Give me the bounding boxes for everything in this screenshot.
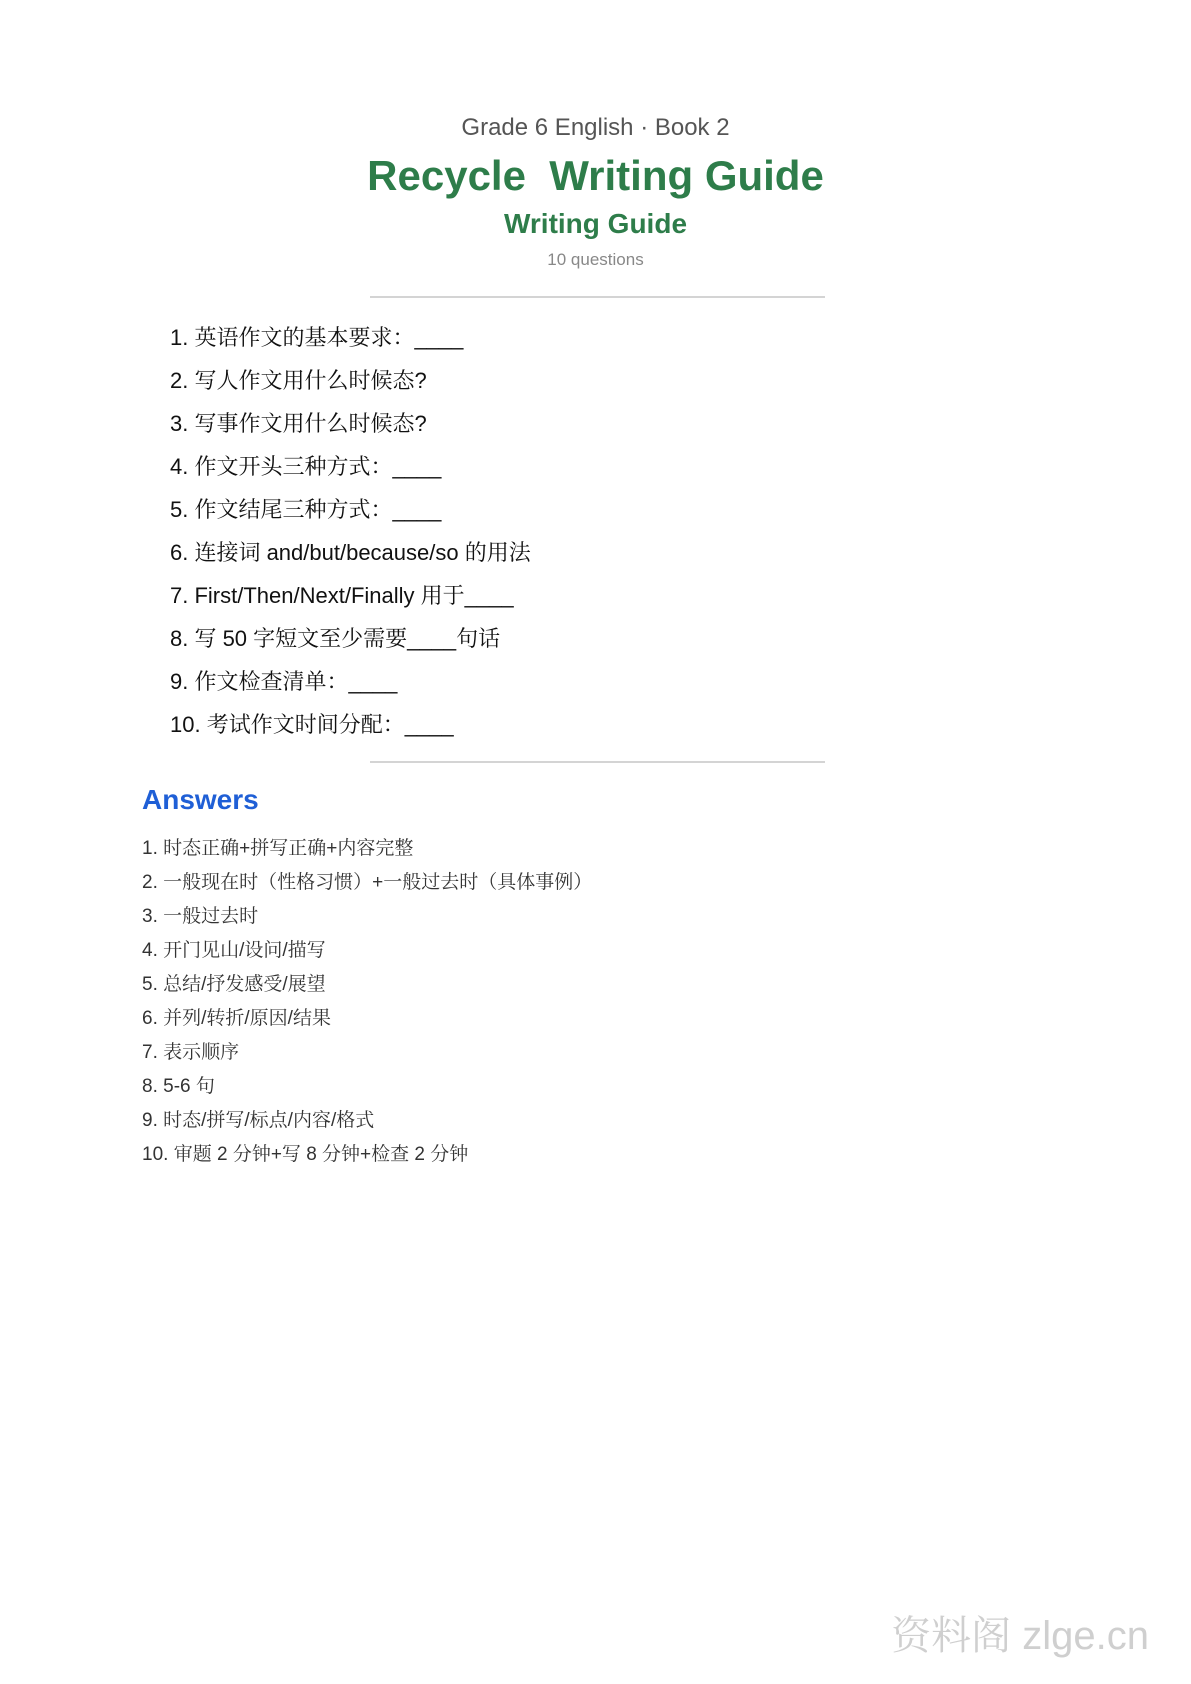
question-item: 6. 连接词 and/but/because/so 的用法 bbox=[170, 540, 531, 565]
answer-item: 4. 开门见山/设问/描写 bbox=[142, 940, 326, 961]
question-item: 5. 作文结尾三种方式：____ bbox=[170, 497, 442, 522]
question-item: 7. First/Then/Next/Finally 用于____ bbox=[170, 583, 514, 608]
question-list bbox=[170, 316, 531, 746]
page-subtitle: Writing Guide bbox=[503, 208, 688, 239]
question-item: 4. 作文开头三种方式：____ bbox=[170, 454, 442, 479]
answer-list bbox=[142, 832, 592, 1172]
question-item: 2. 写人作文用什么时候态? bbox=[170, 368, 427, 393]
question-item: 9. 作文检查清单：____ bbox=[170, 669, 398, 694]
answer-item: 2. 一般现在时（性格习惯）+一般过去时（具体事例） bbox=[142, 872, 593, 893]
answer-item: 3. 一般过去时 bbox=[142, 906, 259, 927]
answer-item: 5. 总结/抒发感受/展望 bbox=[142, 974, 326, 995]
site-watermark: 资料阁 zlge.cn bbox=[891, 1614, 1149, 1658]
question-item: 10. 考试作文时间分配：____ bbox=[170, 712, 454, 737]
answer-item: 10. 审题 2 分钟+写 8 分钟+检查 2 分钟 bbox=[142, 1144, 469, 1165]
answer-item: 1. 时态正确+拼写正确+内容完整 bbox=[142, 838, 414, 859]
question-item: 8. 写 50 字短文至少需要____句话 bbox=[170, 626, 501, 651]
document-header bbox=[0, 112, 1191, 272]
question-count: 10 questions bbox=[547, 250, 644, 269]
top-divider bbox=[370, 296, 825, 298]
answers-heading: Answers bbox=[142, 784, 259, 815]
answer-item: 8. 5-6 句 bbox=[142, 1076, 215, 1097]
answer-item: 9. 时态/拼写/标点/内容/格式 bbox=[142, 1110, 375, 1131]
question-item: 3. 写事作文用什么时候态? bbox=[170, 411, 427, 436]
page-title: Recycle Writing Guide bbox=[367, 152, 824, 199]
answer-item: 6. 并列/转折/原因/结果 bbox=[142, 1008, 331, 1029]
subject-line: Grade 6 English · Book 2 bbox=[461, 114, 730, 141]
answer-item: 7. 表示顺序 bbox=[142, 1042, 240, 1063]
bottom-divider bbox=[370, 761, 825, 763]
question-item: 1. 英语作文的基本要求：____ bbox=[170, 325, 464, 350]
